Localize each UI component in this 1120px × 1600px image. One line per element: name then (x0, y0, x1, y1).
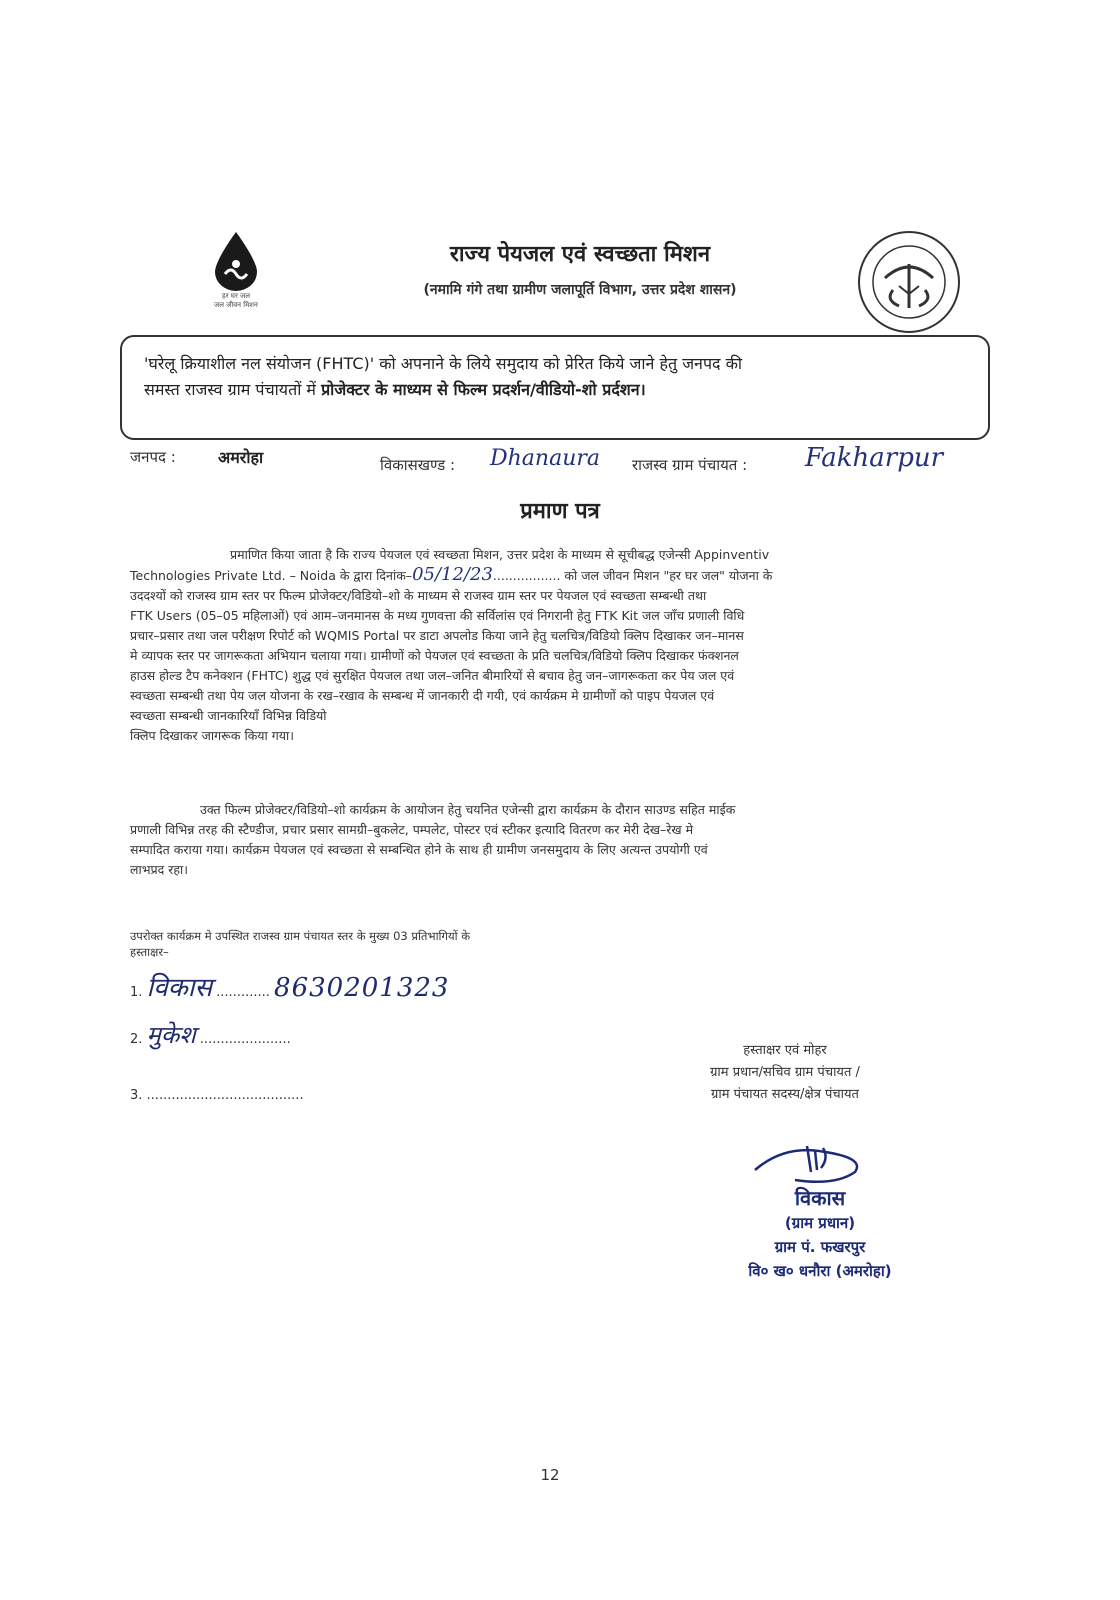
certificate-title: प्रमाण पत्र (520, 499, 600, 524)
district-value: अमरोहा (218, 448, 264, 467)
participant-number: 1. (130, 985, 143, 1000)
body-line (130, 565, 1035, 586)
subject-line-2 (144, 377, 966, 403)
subject-line-1: 'घरेलू क्रियाशील नल संयोजन (FHTC)' को अपनाने के लिये समुदाय को प्रेरित किये जाने हेतु जनपद की (144, 354, 743, 373)
participants-intro-line: हस्ताक्षर– (130, 945, 169, 959)
subject-line-2-plain: समस्त राजस्व ग्राम पंचायतों में (144, 380, 322, 399)
designation-line: ग्राम प्रधान/सचिव ग्राम पंचायत / (710, 1065, 860, 1080)
body-line: FTK Users (05–05 महिलाओं) एवं आम–जनमानस के मध्य गुणवत्ता की सर्विलांस एवं निगरानी हेतु FTK Kit जल जाँच प्रणाली विधि (130, 608, 745, 623)
body-line: क्लिप दिखाकर जागरूक किया गया। (130, 728, 295, 743)
handwritten-signature-icon (745, 1140, 895, 1184)
participant-row-1 (130, 968, 449, 1004)
signature-designation-block (640, 1040, 930, 1106)
participant-dots: ............. (216, 985, 270, 1000)
body-line-part: ................. को जल जीवन मिशन "हर घर जल" योजना के (492, 568, 773, 583)
org-title: राज्य पेयजल एवं स्वच्छता मिशन (449, 242, 711, 267)
body-line: मे व्यापक स्तर पर जागरूकता अभियान चलाया गया। ग्रामीणों को पेयजल एवं स्वच्छता के प्रति चलचित्र/विडियो क्लिप दिखाकर फंक्शनल (130, 648, 739, 663)
body-paragraph-2 (130, 800, 1035, 880)
participant-number: 2. (130, 1032, 143, 1047)
logo-tagline-2: जल जीवन मिशन (214, 301, 258, 309)
body-line: उददश्यों को राजस्व ग्राम स्तर पर फिल्म प्रोजेक्टर/विडियो–शो के माध्यम से राजस्व ग्राम स्तर पर पेयजल एवं स्वच्छता सम्बन्धी तथा (130, 588, 707, 603)
participant-signature: मुकेश (146, 1021, 196, 1049)
participant-signature: विकास (146, 973, 213, 1003)
body-line: सम्पादित कराया गया। कार्यक्रम पेयजल एवं स्वच्छता से सम्बन्धित होने के साथ ही ग्रामीण जनसमुदाय के लिए अत्यन्त उपयोगी एवं (130, 842, 708, 857)
panchayat-label: राजस्व ग्राम पंचायत : (632, 456, 748, 474)
body-line: हाउस होल्ड टैप कनेक्शन (FHTC) शुद्ध एवं सुरक्षित पेयजल तथा जल–जनित बीमारियों से बचाव हेतु जन–जागरूकता कर पेय जल एवं (130, 668, 735, 683)
body-paragraph-1 (130, 545, 1035, 746)
block-value-handwritten: Dhanaura (490, 446, 601, 471)
participants-intro-line: उपरोक्त कार्यक्रम मे उपस्थित राजस्व ग्राम पंचायत स्तर के मुख्य 03 प्रतिभागियों के (130, 929, 471, 943)
participant-dots: ...................................... (146, 1088, 304, 1103)
org-subtitle: (नमामि गंगे तथा ग्रामीण जलापूर्ति विभाग, उत्तर प्रदेश शासन) (423, 282, 737, 298)
pradhan-stamp (680, 1140, 960, 1283)
participant-row-2 (130, 1018, 291, 1051)
district-label: जनपद : (130, 448, 176, 466)
participant-dots: ...................... (199, 1032, 291, 1047)
stamp-line: वि० ख० धनौरा (अमरोहा) (748, 1262, 892, 1280)
stamp-name: विकास (794, 1186, 846, 1210)
body-line: प्रणाली विभिन्न तरह की स्टैण्डीज, प्रचार प्रसार सामग्री–बुकलेट, पम्पलेट, पोस्टर एवं स्टीकर इत्यादि वितरण कर मेरी देख–रेख मे (130, 822, 694, 837)
participants-intro (130, 928, 730, 960)
subject-box (120, 335, 990, 440)
water-drop-icon (211, 230, 261, 292)
body-line: स्वच्छता सम्बन्धी तथा पेय जल योजना के रख–रखाव के सम्बन्ध में जानकारी दी गयी, एवं कार्यक्रम मे ग्रामीणों को पाइप पेयजल एवं (130, 688, 715, 703)
body-line: प्रचार–प्रसार तथा जल परीक्षण रिपोर्ट को WQMIS Portal पर डाटा अपलोड किया जाने हेतु चलचित्र/विडियो क्लिप दिखाकर जन–मानस (130, 628, 744, 643)
logo-tagline: हर घर जल (222, 292, 250, 300)
jal-jeevan-mission-logo (196, 230, 276, 310)
participant-phone-handwritten: 8630201323 (274, 973, 450, 1003)
body-line: उक्त फिल्म प्रोजेक्टर/विडियो–शो कार्यक्रम के आयोजन हेतु चयनित एजेन्सी द्वारा कार्यक्रम के दौरान साउण्ड सहित माईक (200, 802, 736, 817)
page-number: 12 (540, 1466, 560, 1484)
body-line: स्वच्छता सम्बन्धी जानकारियाँ विभिन्न विडियो (130, 708, 327, 723)
stamp-line: (ग्राम प्रधान) (784, 1214, 856, 1232)
up-government-emblem (855, 228, 963, 336)
body-line: प्रमाणित किया जाता है कि राज्य पेयजल एवं स्वच्छता मिशन, उत्तर प्रदेश के माध्यम से सूचीबद्ध एजेन्सी Appinventiv (230, 547, 770, 562)
panchayat-value-handwritten: Fakharpur (805, 443, 944, 473)
participant-number: 3. (130, 1088, 143, 1103)
body-line-part: Technologies Private Ltd. – Noida के द्वारा दिनांक– (130, 568, 413, 583)
signature-label: हस्ताक्षर एवं मोहर (743, 1043, 827, 1058)
subject-line-2-bold: प्रोजेक्टर के माध्यम से फिल्म प्रदर्शन/वीडियो-शो प्रर्दशन। (321, 380, 646, 399)
participant-row-3 (130, 1088, 304, 1103)
body-line: लाभप्रद रहा। (130, 862, 188, 877)
block-label: विकासखण्ड : (380, 456, 456, 474)
state-seal-icon (855, 228, 963, 336)
date-handwritten: 05/12/23 (412, 564, 493, 585)
stamp-line: ग्राम पं. फखरपुर (774, 1238, 866, 1256)
designation-line: ग्राम पंचायत सदस्य/क्षेत्र पंचायत (711, 1087, 859, 1102)
